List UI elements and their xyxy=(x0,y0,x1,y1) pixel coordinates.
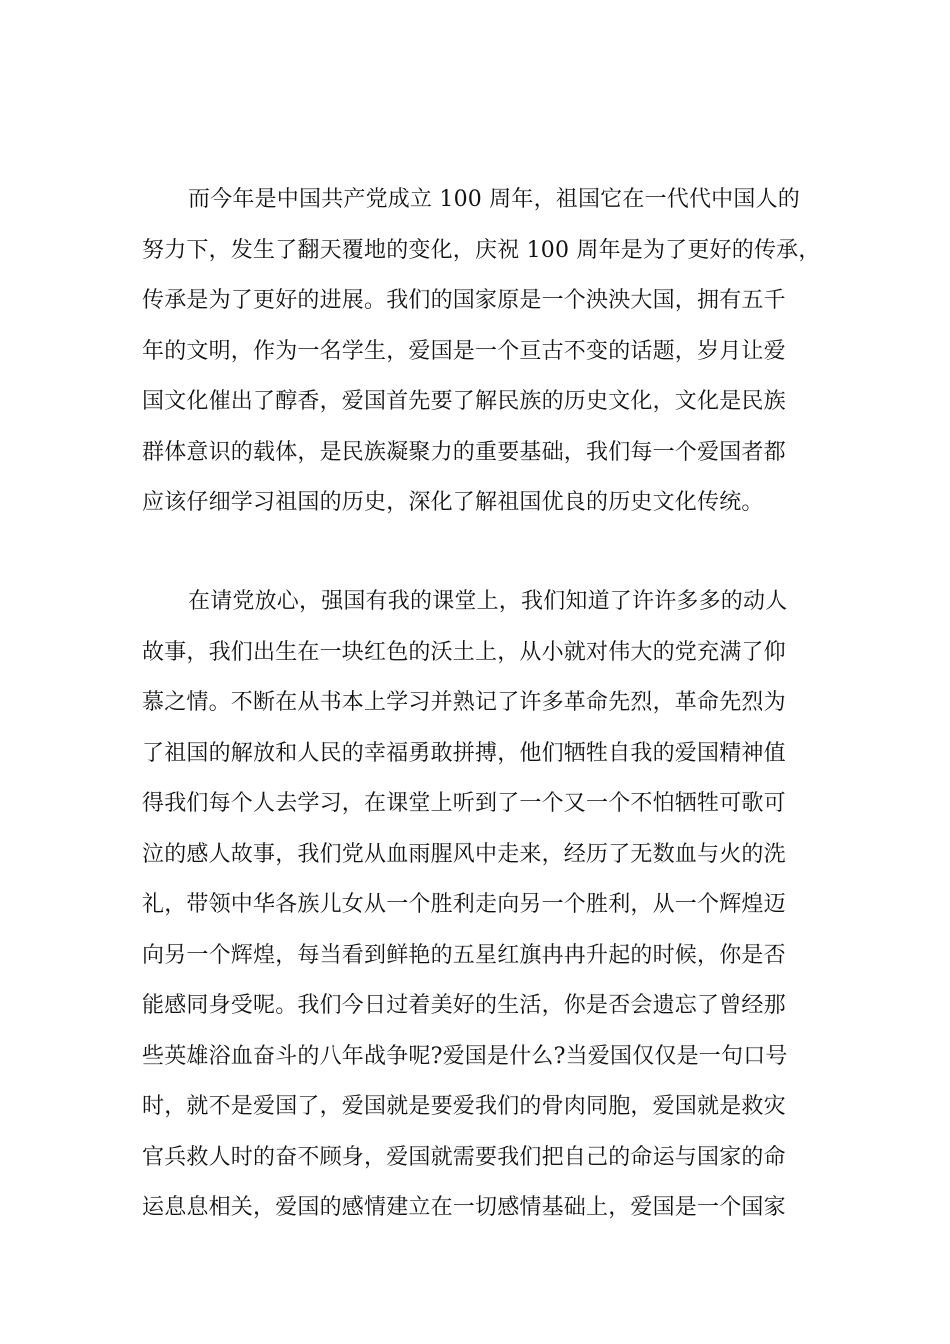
text-line: 些英雄浴血奋斗的八年战争呢?爱国是什么?当爱国仅仅是一句口号 xyxy=(142,1043,788,1069)
text-line: 而今年是中国共产党成立 100 周年，祖国它在一代代中国人的 xyxy=(188,187,800,212)
text-line: 群体意识的载体，是民族凝聚力的重要基础，我们每一个爱国者都 xyxy=(142,439,786,465)
text-line: 能感同身受呢。我们今日过着美好的生活，你是否会遗忘了曾经那 xyxy=(142,993,786,1018)
text-line: 礼，带领中华各族儿女从一个胜利走向另一个胜利，从一个辉煌迈 xyxy=(142,892,786,917)
text-line: 时，就不是爱国了，爱国就是要爱我们的骨肉同胞，爱国就是救灾 xyxy=(142,1094,786,1119)
paragraph-2 xyxy=(142,577,822,1234)
text-line: 应该仔细学习祖国的历史，深化了解祖国优良的历史文化传统。 xyxy=(142,490,764,515)
text-line: 官兵救人时的奋不顾身，爱国就需要我们把自己的命运与国家的命 xyxy=(142,1144,786,1170)
text-line: 运息息相关，爱国的感情建立在一切感情基础上，爱国是一个国家 xyxy=(142,1195,786,1220)
text-line: 故事，我们出生在一块红色的沃土上，从小就对伟大的党充满了仰 xyxy=(142,639,786,665)
paragraph-1 xyxy=(142,175,822,529)
text-line: 泣的感人故事，我们党从血雨腥风中走来，经历了无数血与火的洗 xyxy=(142,841,786,867)
text-line: 了祖国的解放和人民的幸福勇敢拼搏，他们牺牲自我的爱国精神值 xyxy=(142,740,786,766)
text-line: 国文化催出了醇香，爱国首先要了解民族的历史文化，文化是民族 xyxy=(142,389,786,414)
text-line: 年的文明，作为一名学生，爱国是一个亘古不变的话题，岁月让爱 xyxy=(142,338,786,364)
text-line: 在请党放心，强国有我的课堂上，我们知道了许许多多的动人 xyxy=(188,589,788,614)
text-line: 向另一个辉煌，每当看到鲜艳的五星红旗冉冉升起的时候，你是否 xyxy=(142,942,786,968)
text-line: 慕之情。不断在从书本上学习并熟记了许多革命先烈，革命先烈为 xyxy=(142,690,786,715)
text-line: 努力下，发生了翻天覆地的变化，庆祝 100 周年是为了更好的传承， xyxy=(142,237,821,263)
text-line: 得我们每个人去学习，在课堂上听到了一个又一个不怕牺牲可歌可 xyxy=(142,791,786,816)
text-line: 传承是为了更好的进展。我们的国家原是一个泱泱大国，拥有五千 xyxy=(142,288,786,313)
